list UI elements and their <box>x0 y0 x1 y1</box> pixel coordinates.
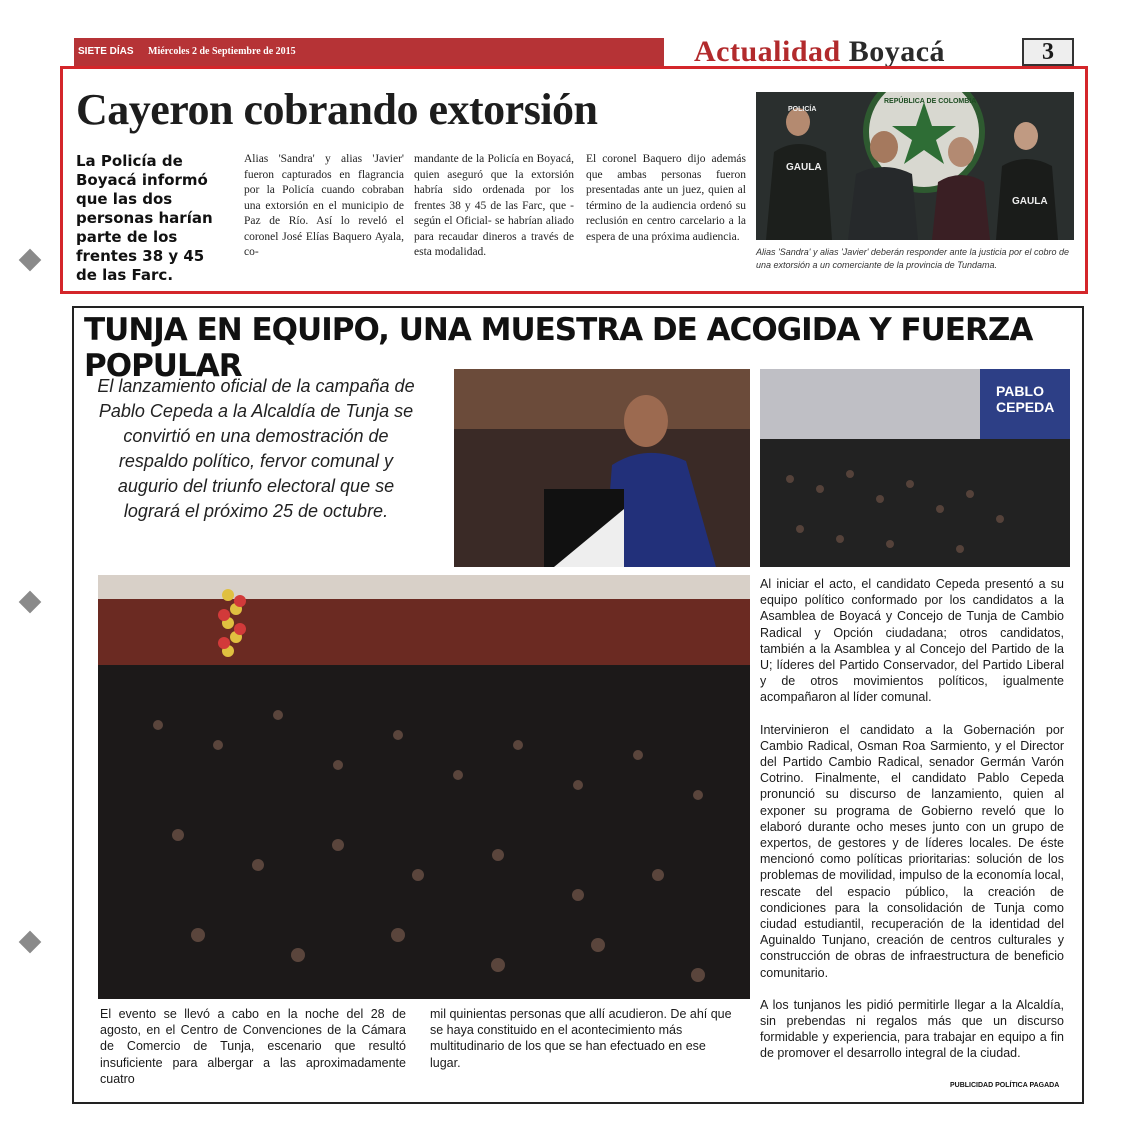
section-title-dark: Boyacá <box>848 35 946 68</box>
seal-label: REPÚBLICA DE COLOMBIA <box>884 98 977 105</box>
article2-bottom-column-1: El evento se llevó a cabo en la noche del 28 de agosto, en el Centro de Convenciones de la Cámara de Comercio de Tunja, escenario que resultó insuficiente para albergar a las aproximadamente cuatro <box>100 1007 406 1086</box>
section-title <box>694 35 945 69</box>
article2-lead: El lanzamiento oficial de la campaña de Pablo Cepeda a la Alcaldía de Tunja se convirtió en una demostración de respaldo político, fervor comunal y augurio del triunfo electoral que se logrará el próximo 25 de octubre. <box>97 376 415 521</box>
issue-date: Miércoles 2 de Septiembre de 2015 <box>148 46 296 57</box>
vest-label-left: GAULA <box>786 162 822 173</box>
article2-headline: TUNJA EN EQUIPO, UNA MUESTRA DE ACOGIDA Y FUERZA POPULAR <box>84 312 1033 384</box>
section-name: SIETE DÍAS <box>78 46 134 57</box>
article2-right-column <box>760 576 1064 1078</box>
banner-label: PABLO CEPEDA <box>996 383 1055 415</box>
speaker-photo <box>454 369 750 567</box>
page-number: 3 <box>1022 38 1074 66</box>
article2-bottom-column-2: mil quinientas personas que allí acudieron. De ahí que se haya constituido en el acontecimiento más multitudinario de los que se han efectuado en ese lugar. <box>430 1007 732 1070</box>
vest-label-right: GAULA <box>1012 196 1048 207</box>
paid-advertising-note: PUBLICIDAD POLÍTICA PAGADA <box>950 1082 1060 1089</box>
article1-headline: Cayeron cobrando extorsión <box>76 85 598 134</box>
cap-label: POLICÍA <box>788 106 817 113</box>
speaker-illustration <box>454 369 750 567</box>
margin-mark <box>19 931 42 954</box>
section-title-red: Actualidad <box>694 35 841 68</box>
article1-column-3: El coronel Baquero dijo además que ambas personas fueron presentadas ante un juez, quien al término de la audiencia ordenó su reclusión en centro carcelario a la espera de una próxima audiencia. <box>586 153 746 243</box>
article2-paragraph-3: A los tunjanos les pidió permitirle llegar a la Alcaldía, sin prebendas ni regalos más que un discurso formidable y experiencia, para trabajar en equipo a fin de promover el desarrollo integral de la ciudad. <box>760 997 1064 1061</box>
crowd-photo-large <box>98 575 750 999</box>
margin-mark <box>19 249 42 272</box>
article1-photo-caption: Alias 'Sandra' y alias 'Javier' deberán responder ante la justicia por el cobro de una extorsión a un comerciante de la provincia de Tundama. <box>756 247 1070 270</box>
article1-column-1: Alias 'Sandra' y alias 'Javier' fueron capturados en flagrancia por la Policía cuando cobraban una extorsión en el municipio de Paz de Río. Así lo reveló el coronel José Elías Baquero Ayala, co- <box>244 153 404 258</box>
article1-column-2: mandante de la Policía en Boyacá, quien aseguró que la extorsión habría sido ordenada por los frentes 38 y 45 de las Farc, que -según el Oficial- se habrían aliado para recaudar dineros a través de esta modalidad. <box>414 153 574 258</box>
crowd-large-illustration <box>98 575 750 999</box>
crowd-photo-small <box>760 369 1070 567</box>
article1-lead: La Policía de Boyacá informó que las dos personas harían parte de los frentes 38 y 45 de las Farc. <box>76 152 213 284</box>
margin-mark <box>19 591 42 614</box>
article2-paragraph-2: Intervinieron el candidato a la Gobernación por Cambio Radical, Osman Roa Sarmiento, y el Director del Partido Cambio Radical, senador Germán Varón Cotrino. Finalmente, el candidato Pablo Cepeda pronunció su discurso de lanzamiento, quien al exponer su programa de Gobierno reveló que lo elaboró durante ocho meses junto con un grupo de expertos, de gestores y de líderes locales. De éste mencionó como políticas prioritarias: solución de los problemas de movilidad, impulso de la economía local, rescate del espacio público, la creación de condiciones para la consolidación de Tunja como ciudad estudiantil, recuperación de la identidad del Aguinaldo Tunjano, creación de centros culturales y construcción de obras de infraestructura de beneficio comunitario. <box>760 722 1064 980</box>
article2-paragraph-1: Al iniciar el acto, el candidato Cepeda presentó a su equipo político conformado por los candidatos a la Asamblea de Boyacá y Concejo de Tunja de Cambio Radical y Opción ciudadana; otros candidatos, también a la Asamblea y al Concejo del Partido de la U; líderes del Partido Conservador, del Partido Liberal y de otros movimientos políticos, igualmente acompañaron al líder comunal. <box>760 577 1064 705</box>
article1-photo <box>756 92 1074 240</box>
